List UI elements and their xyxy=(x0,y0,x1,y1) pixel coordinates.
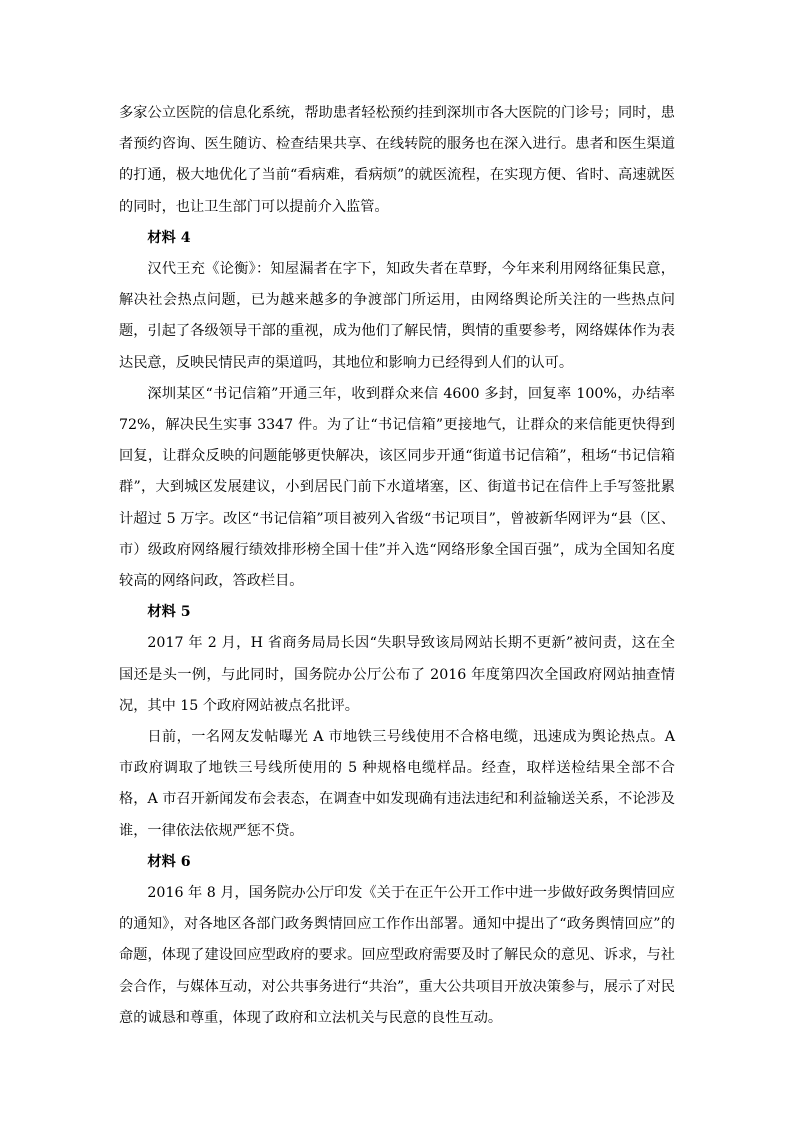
paragraph-public-opinion-response: 2016 年 8 月，国务院办公厅印发《关于在正午公开工作中进一步做好政务舆情回应的通知》，对各地区各部门政务舆情回应工作作出部署。通知中提出了“政务舆情回应”的命题，体现了建设回应型政府的要求。回应型政府需要及时了解民众的意见、诉求，与社会合作，与媒体互动，对公共事务进行“共治”，重大公共项目开放决策参与，展示了对民意的诚恳和尊重，体现了政府和立法机关与民意的良性互动。 xyxy=(119,885,675,1026)
document-page xyxy=(119,98,675,1034)
section-heading-material-5: 材料 5 xyxy=(147,604,191,621)
paragraph-continued: 多家公立医院的信息化系统，帮助患者轻松预约挂到深圳市各大医院的门诊号；同时，患者预约咨询、医生随访、检查结果共享、在线转院的服务也在深入进行。患者和医生渠道的打通，极大地优化了当前“看病难，看病烦”的就医流程，在实现方便、省时、高速就医的同时，也让卫生部门可以提前介入监管。 xyxy=(119,105,675,215)
paragraph-metro-cable: 日前，一名网友发帖曝光 A 市地铁三号线使用不合格电缆，迅速成为舆论热点。A 市政府调取了地铁三号线所使用的 5 种规格电缆样品。经查，取样送检结果全部不合格，A 市召开新闻发布会表态，在调查中如发现确有违法违纪和利益输送关系，不论涉及谁，一律依法依规严惩不贷。 xyxy=(119,729,675,839)
paragraph-secretary-mailbox: 深圳某区“书记信箱”开通三年，收到群众来信 4600 多封，回复率 100%，办结率 72%，解决民生实事 3347 件。为了让“书记信箱”更接地气，让群众的来信能更快得到回复，让群众反映的问题能够更快解决，该区同步开通“街道书记信箱”，租场“书记信箱群”，大到城区发展建议，小到居民门前下水道堵塞，区、街道书记在信件上手写签批累计超过 5 万字。改区“书记信箱”项目被列入省级“书记项目”，曾被新华网评为“县（区、市）级政府网络履行绩效排形榜全国十佳”并入选“网络形象全国百强”，成为全国知名度 较高的网络问政，答政栏目。 xyxy=(119,385,675,590)
paragraph-lunheng: 汉代王充《论衡》：知屋漏者在字下，知政失者在草野，今年来利用网络征集民意，解决社会热点问题，已为越来越多的争渡部门所运用，由网络舆论所关注的一些热点问题，引起了各级领导干部的重视，成为他们了解民情，舆情的重要参考，网络媒体作为表达民意，反映民情民声的渠道吗，其地位和影响力已经得到人们的认可。 xyxy=(119,261,675,371)
section-heading-material-4: 材料 4 xyxy=(147,229,191,246)
section-heading-material-6: 材料 6 xyxy=(147,853,191,870)
paragraph-commerce-bureau: 2017 年 2 月，H 省商务局局长因“失职导致该局网站长期不更新”被问责，这在全国还是头一例，与此同时，国务院办公厅公布了 2016 年度第四次全国政府网站抽查情况，其中 15 个政府网站被点名批评。 xyxy=(119,635,675,714)
